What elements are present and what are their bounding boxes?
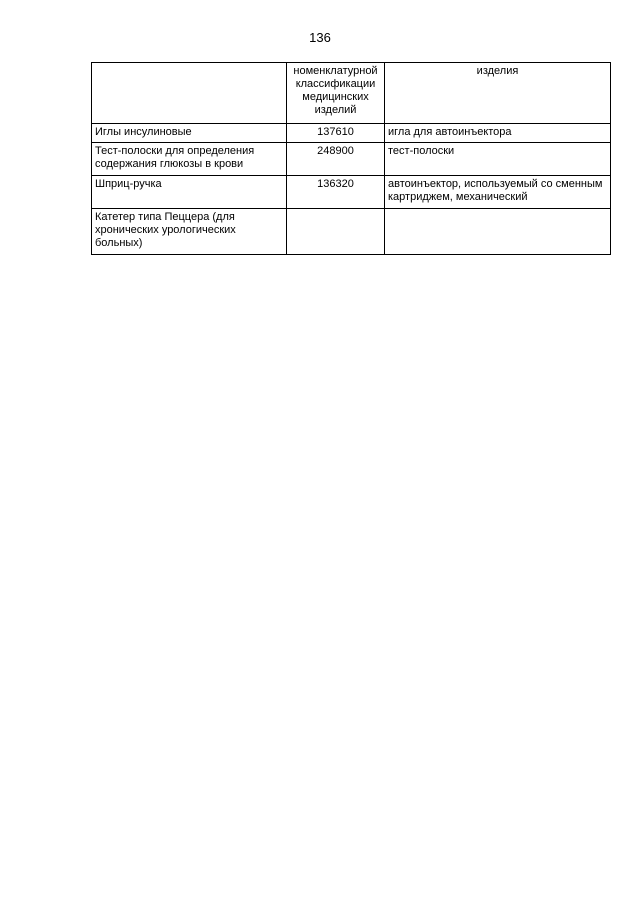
- header-cell-classification: номенклатурной классификации медицинских изделий: [287, 63, 385, 124]
- table-row: [92, 209, 611, 255]
- header-cell-type: изделия: [385, 63, 611, 124]
- cell-device-type: тест-полоски: [385, 143, 611, 176]
- cell-classification-code: [287, 209, 385, 255]
- table-row: [92, 124, 611, 143]
- cell-device-type: автоинъектор, используемый со сменным картриджем, механический: [385, 176, 611, 209]
- cell-device-name: Шприц-ручка: [92, 176, 287, 209]
- cell-device-name: Катетер типа Пеццера (для хронических урологических больных): [92, 209, 287, 255]
- cell-device-name: Тест-полоски для определения содержания глюкозы в крови: [92, 143, 287, 176]
- cell-device-name: Иглы инсулиновые: [92, 124, 287, 143]
- page-number: 136: [309, 30, 331, 45]
- medical-devices-table: [91, 62, 611, 255]
- cell-classification-code: 137610: [287, 124, 385, 143]
- cell-device-type: [385, 209, 611, 255]
- table-row: [92, 176, 611, 209]
- cell-classification-code: 248900: [287, 143, 385, 176]
- table-header-row: [92, 63, 611, 124]
- cell-device-type: игла для автоинъектора: [385, 124, 611, 143]
- table-row: [92, 143, 611, 176]
- header-cell-name: [92, 63, 287, 124]
- cell-classification-code: 136320: [287, 176, 385, 209]
